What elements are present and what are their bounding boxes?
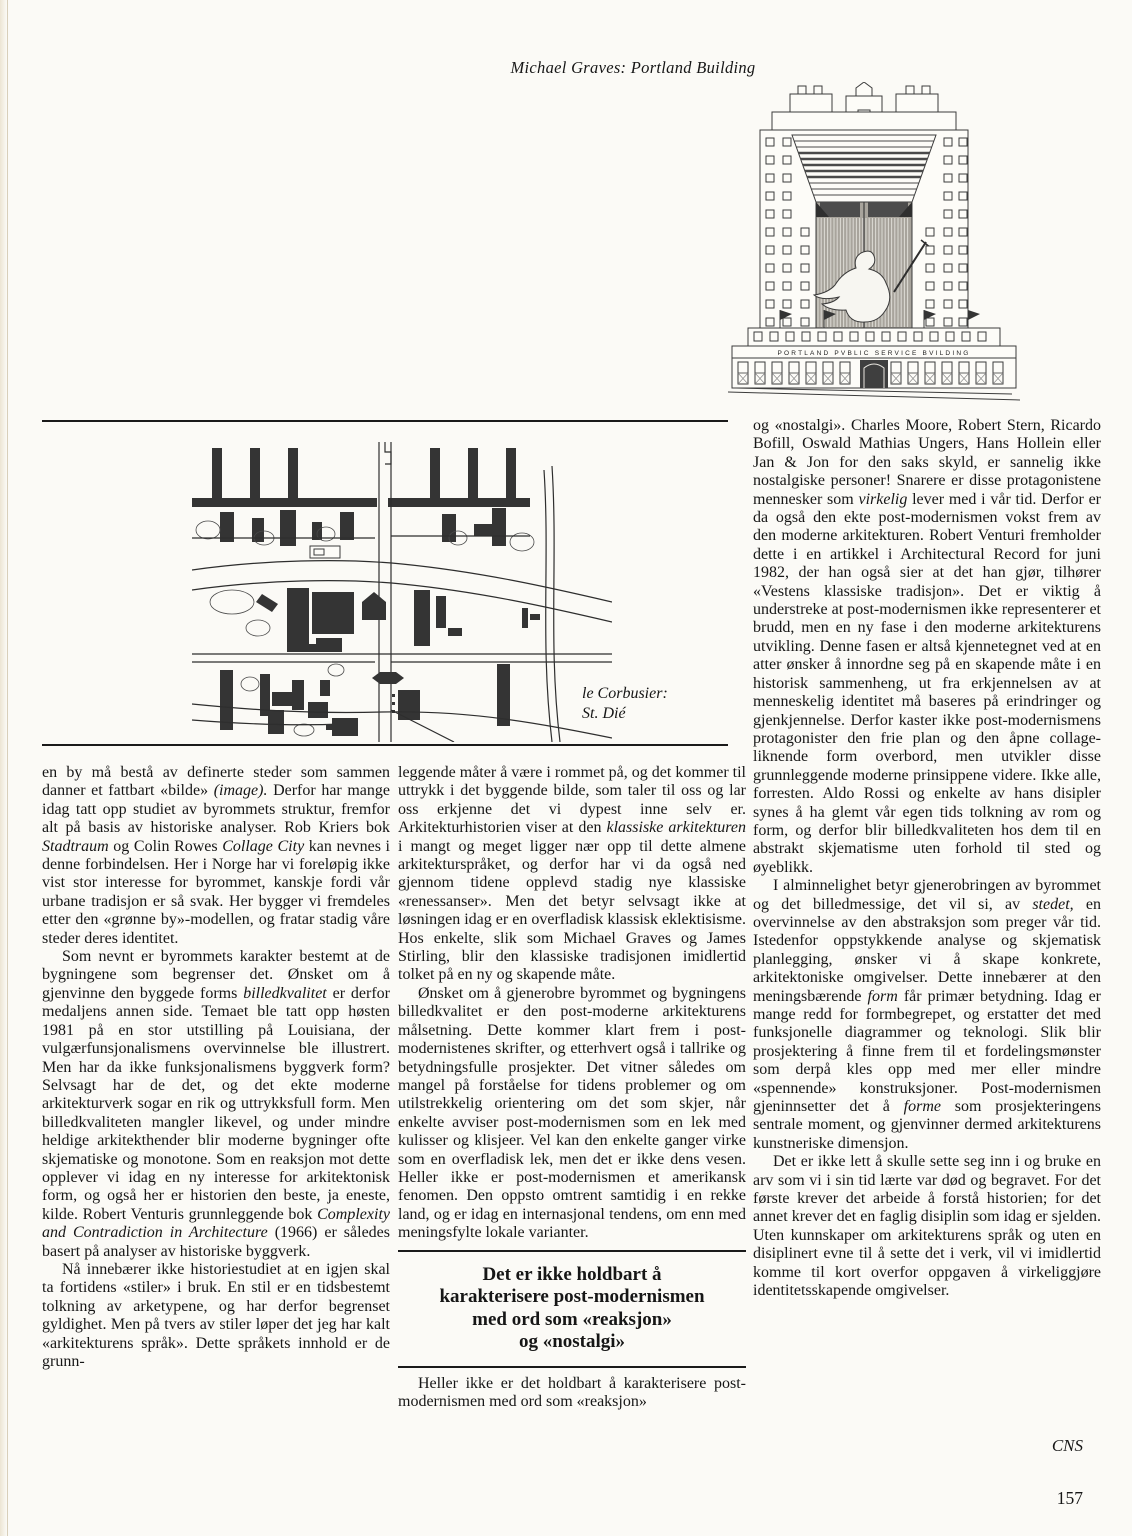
page-number: 157 (1056, 1488, 1083, 1508)
article-paragraph: Som nevnt er byrommets karakter bestemt at de bygningene som begrenser det. Ønsket om å gjenvinne den byggede forms billedkvalitet er derfor medaljens annen side. Temaet ble tatt opp høsten 1981 på en stor utstilling på Louisiana, der vulgærfunsjonalismens overvinnelse ble illustrert. Men har da ikke funksjonalismens byggverk form? Selvsagt har de det, og det ekte moderne arkitekturverk sogar en rik og uttrykksfull form. Men billedkvaliteten mangler likevel, og under mindre heldige arkitekthender blir moderne bygninger ofte skjematiske og monotone. Som en reaksjon mot dette opplever vi idag en ny interesse for arkitektonisk form, og også her er historien den beste, ja eneste, kilde. Robert Venturis grunnleggende bok Complexity and Contradiction in Architecture (1966) er således basert på analyser av historiske byggverk. (42, 948, 391, 1260)
portland-building-drawing (728, 82, 1020, 404)
article-paragraph: Nå innebærer ikke historiestudiet at en igjen skal ta fortidens «stiler» i bruk. En stil er en tidsbestemt tolkning av arketypene, og har derfor begrenset gyldighet. Men på tvers av stiler løper det jeg har kalt «arkitekturens språk». Dette språkets innhold er de grunn- (42, 1260, 390, 1370)
building-base-inscription: PORTLAND PVBLIC SERVICE BVILDING (777, 350, 971, 357)
article-paragraph: I alminnelighet betyr gjenerobringen av byrommet og det billedmessige, det vil si, av stedet, en overvinnelse av den abstraksjon som preger vår tid. Istedenfor oppstykkende analyse og skjematisk planlegging, ønsker vi å skape konkrete, arkitektoniske omgivelser. Dette innebærer at den meningsbærende form får primær betydning. Idag er mange redd for formbegrepet, og erstatter det med funksjonelle diagrammer og teknologi. Slik blir prosjektering å finne frem til et fordelingsmønster som derpå kles opp med mer eller mindre «spennende» konstruksjoner. Post-modernismen gjeninnsetter det å forme som prosjekteringens sentrale moment, og gjenvinner dermed arkitekturens kunstneriske dimensjon. (753, 877, 1102, 1152)
pull-quote: Det er ikke holdbart å karakterisere post-modernismen med ord som «reaksjon» og «nostalgi» (398, 1250, 746, 1368)
st-die-plan-drawing (192, 442, 612, 742)
map-caption: le Corbusier: St. Dié (582, 685, 668, 722)
article-paragraph: en by må bestå av definerte steder som sammen danner et fattbart «bilde» (image). Derfor har mange idag tatt opp studiet av byrommets struktur, fremfor alt på basis av historiske analyser. Rob Kriers bok Stadtraum og Colin Rowes Collage City kan nevnes i denne forbindelsen. Her i Norge har vi foreløpig ikke vist stor interesse for byrommet, kanskje fordi vår urbane tradisjon er så svak. Her bygger vi fremdeles etter den «grønne by»-modellen, og fratar stadig våre steder deres identitet. (42, 764, 391, 947)
article-column-3 (753, 417, 1101, 1301)
article-column-2-bottom (398, 1375, 746, 1412)
author-initials: CNS (1051, 1436, 1083, 1455)
article-paragraph: leggende måter å være i rommet på, og det kommer til uttrykk i det byggende bilde, som taler til oss og lar oss erkjenne det vi dypest inne selv er. Arkitekturhistorien viser at den klassiske arkitekturen i mangt og meget ligger nær opp til dette almene arkitekturspråket, og derfor har vi da også ned gjennom tidene opplevd stadig nye klassiske «renessanser». Men det betyr selvsagt ikke at løsningen idag er en overfladisk klassisk eklektisisme. Hos enkelte, slik som Michael Graves og James Stirling, blir den klassiske tradisjonen imidlertid tolket på en ny og skapende måte. (398, 764, 747, 984)
page-scan-edge (0, 0, 8, 1536)
article-paragraph: Ønsket om å gjenerobre byrommet og bygningens billedkvalitet er den post-moderne arkitekturens målsetning. Dette kommer klart frem i post-modernistenes skrifter, og etterhvert også i tallrike og betydningsfulle prosjekter. Det vitner således om mangel på forståelse for tidens problemer og om utilstrekkelig orientering om det som skjer, når enkelte avviser post-modernismen som en lek med kulisser og klisjeer. Vel kan den enkelte ganger virke som en overfladisk lek, men det er ikke dens vesen. Heller ikke er post-modernismen et amerikansk fenomen. Den oppsto omtrent samtidig i en rekke land, og er idag en internasjonal tendens, om enn med meningsfylte lokale varianter. (398, 984, 746, 1242)
base-tier-windows (754, 332, 986, 341)
article-column-2-top (398, 764, 746, 1243)
article-paragraph: Heller ikke er det holdbart å karakterisere post-modernismen med ord som «reaksjon» (398, 1374, 746, 1410)
article-column-1 (42, 764, 390, 1371)
article-paragraph: og «nostalgi». Charles Moore, Robert Stern, Ricardo Bofill, Oswald Mathias Ungers, Hans Hollein eller Jan & Jon for den saks skyld, er sannelig ikke nostalgiske personer! Snarere er disse protagonistene mennesker som virkelig lever med i vår tid. Derfor er da også den ekte post-modernismen vokst frem av den moderne arkitekturen. Robert Venturi fremholder dette i en artikkel i Architectural Record for juni 1982, der han også sier at det han gjør, tilhører «Vestens klassiske tradisjon». Det er viktig å understreke at post-modernismen ikke representerer et brudd, men en ny fase i den moderne arkitekturens utvikling. Denne fasen er altså kjennetegnet ved at en atter ønsker å innordne seg på en skapende måte i en historisk sammenheng, ut fra erkjennelsen av at menneskelig identitet må baseres på erindringer og gjenkjennelse. Derfor kaster ikke post-modernismens protagonister den frie plan og den åpne collage-liknende form overbord, men utvikler disse grunnleggende moderne prinsippene videre. Ikke alle, forresten. Aldo Rossi og enkelte av hans disipler synes å ha glemt vår egen tids tolkning av rom og form, og derfor blir billedkvaliteten hos dem til en abstrakt skjematisme uten forhold til sted og øyeblikk. (753, 417, 1101, 876)
portland-building-figure (728, 82, 1020, 404)
article-column-2 (398, 764, 746, 1411)
st-die-plan-figure (42, 420, 728, 746)
figure-caption-portland-building: Michael Graves: Portland Building (510, 58, 756, 77)
article-paragraph: Det er ikke lett å skulle sette seg inn i og bruke en arv som vi i sin tid lærte var død og begravet. For det første krever det arbeide å forstå historien; for det annet krever det en faglig disiplin som idag er sjelden. Uten kunnskaper om arkitekturens språk og uten en disiplinert evne til å sette det i verk, vil vi imidlertid komme til kort overfor oppgaven å virkeliggjøre identitetsskapende omgivelser. (753, 1153, 1101, 1300)
